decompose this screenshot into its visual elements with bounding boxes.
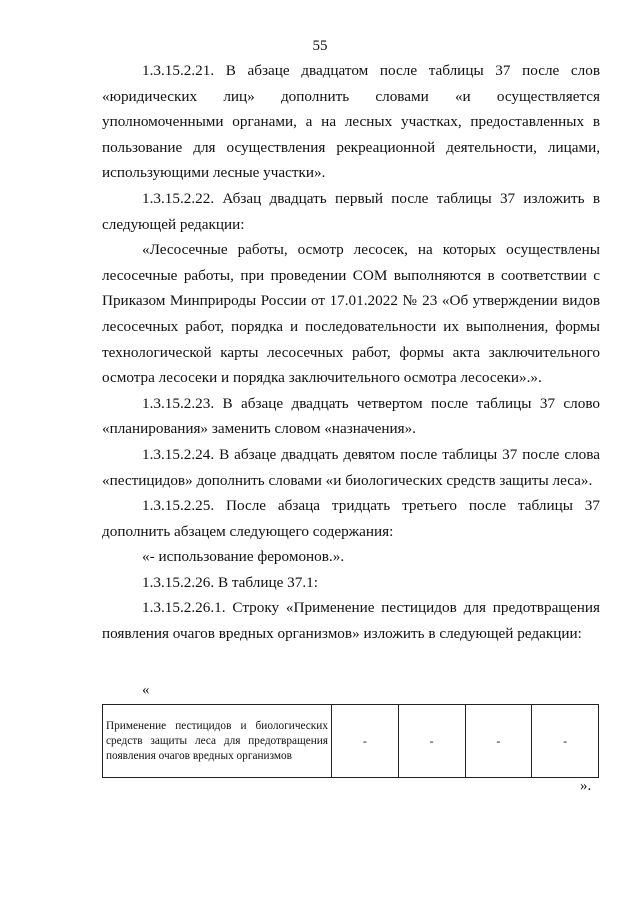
table-row bbox=[103, 705, 599, 778]
quoted-paragraph-pheromones: «- использование феромонов.». bbox=[142, 548, 345, 566]
table-row-name: Применение пестицидов и биологических средств защиты леса для предотвращения появления очагов вредных организмов bbox=[103, 705, 332, 778]
paragraph-1-3-15-2-22: 1.3.15.2.22. Абзац двадцать первый после таблицы 37 изложить в следующей редакции: bbox=[102, 189, 600, 233]
amendment-table bbox=[102, 704, 599, 778]
table-cell: - bbox=[332, 705, 399, 778]
table-cell: - bbox=[398, 705, 465, 778]
table-cell: - bbox=[532, 705, 599, 778]
paragraph-1-3-15-2-26-1: 1.3.15.2.26.1. Строку «Применение пестицидов для предотвращения появления очагов вредных организмов» изложить в следующей редакции: bbox=[102, 599, 600, 643]
table-open-quote: « bbox=[142, 682, 150, 698]
table-cell: - bbox=[465, 705, 532, 778]
paragraph-1-3-15-2-23: 1.3.15.2.23. В абзаце двадцать четвертом после таблицы 37 слово «планирования» заменить словом «назначения». bbox=[102, 394, 600, 438]
paragraph-1-3-15-2-25: 1.3.15.2.25. После абзаца тридцать третьего после таблицы 37 дополнить абзацем следующего содержания: bbox=[102, 497, 600, 540]
paragraph-1-3-15-2-21: 1.3.15.2.21. В абзаце двадцатом после таблицы 37 после слов «юридических лиц» дополнить словами «и осуществляется уполномоченными органами, а на лесных участках, предоставленных в пользование для осуществления рекреационной деятельности, лицами, использующими лесные участки». bbox=[102, 62, 600, 182]
table-close-quote: ». bbox=[580, 778, 592, 794]
page-number: 55 bbox=[312, 38, 328, 54]
paragraph-1-3-15-2-24: 1.3.15.2.24. В абзаце двадцать девятом после таблицы 37 после слова «пестицидов» дополнить словами «и биологических средств защиты леса». bbox=[102, 445, 600, 489]
quoted-paragraph-logging-works: «Лесосечные работы, осмотр лесосек, на которых осуществлены лесосечные работы, при проведении СОМ выполняются в соответствии с Приказом Минприроды России от 17.01.2022 № 23 «Об утверждении видов лесосечных работ, порядка и последовательности их выполнения, формы технологической карты лесосечных работ, формы акта заключительного осмотра лесосеки и порядка заключительного осмотра лесосеки».». bbox=[102, 241, 600, 387]
paragraph-1-3-15-2-26: 1.3.15.2.26. В таблице 37.1: bbox=[142, 573, 318, 591]
document-body bbox=[102, 58, 600, 647]
